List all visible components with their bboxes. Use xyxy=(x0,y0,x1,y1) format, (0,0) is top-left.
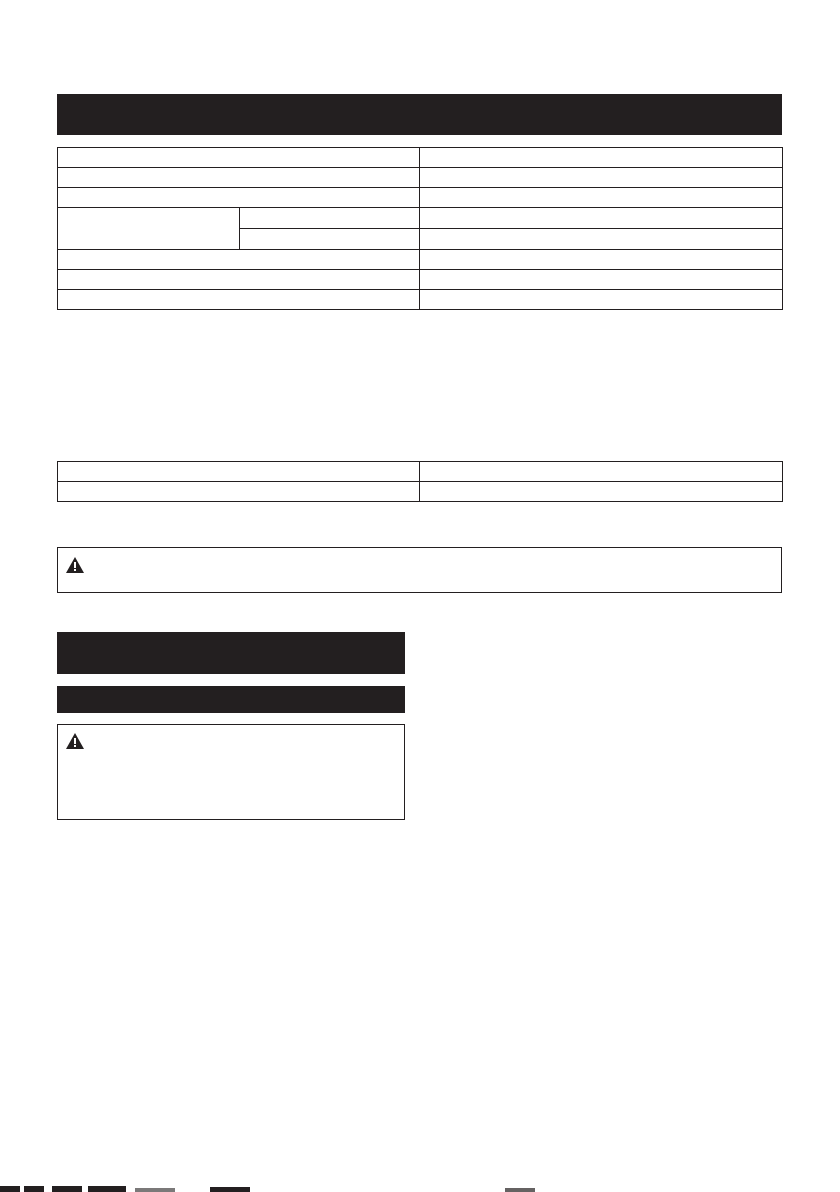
spec-value-cell xyxy=(420,229,783,250)
warning-box xyxy=(57,547,782,593)
table-label-cell xyxy=(58,462,420,482)
spec-value-cell xyxy=(420,148,783,168)
spec-label-cell xyxy=(58,290,420,310)
spec-value-cell xyxy=(420,290,783,310)
section-heading-bar xyxy=(57,94,782,135)
spec-value-cell xyxy=(420,250,783,270)
spec-sub-label-cell xyxy=(240,208,420,229)
warning-box xyxy=(57,724,405,820)
table-label-cell xyxy=(58,482,420,502)
warning-triangle-icon xyxy=(65,556,85,574)
spec-sub-label-cell xyxy=(240,229,420,250)
spec-group-label-cell xyxy=(58,208,240,250)
table-row xyxy=(58,188,783,208)
table-value-cell xyxy=(420,482,783,502)
table-row xyxy=(58,208,783,229)
spec-label-cell xyxy=(58,270,420,290)
table-row xyxy=(58,250,783,270)
cropped-footer-strip xyxy=(0,1184,840,1192)
table-row xyxy=(58,168,783,188)
spec-value-cell xyxy=(420,168,783,188)
table-row xyxy=(58,462,783,482)
spec-label-cell xyxy=(58,250,420,270)
cropped-text-fragments xyxy=(0,1184,840,1192)
spec-label-cell xyxy=(58,188,420,208)
table-row xyxy=(58,290,783,310)
specifications-table xyxy=(57,147,783,310)
table-row xyxy=(58,482,783,502)
spec-label-cell xyxy=(58,168,420,188)
section-heading-bar xyxy=(57,632,405,674)
spec-value-cell xyxy=(420,208,783,229)
table-row xyxy=(58,148,783,168)
secondary-table xyxy=(57,461,783,502)
warning-triangle-icon xyxy=(65,732,85,750)
table-value-cell xyxy=(420,462,783,482)
spec-value-cell xyxy=(420,188,783,208)
table-row xyxy=(58,270,783,290)
subsection-heading-bar xyxy=(57,686,405,713)
spec-value-cell xyxy=(420,270,783,290)
spec-label-cell xyxy=(58,148,420,168)
